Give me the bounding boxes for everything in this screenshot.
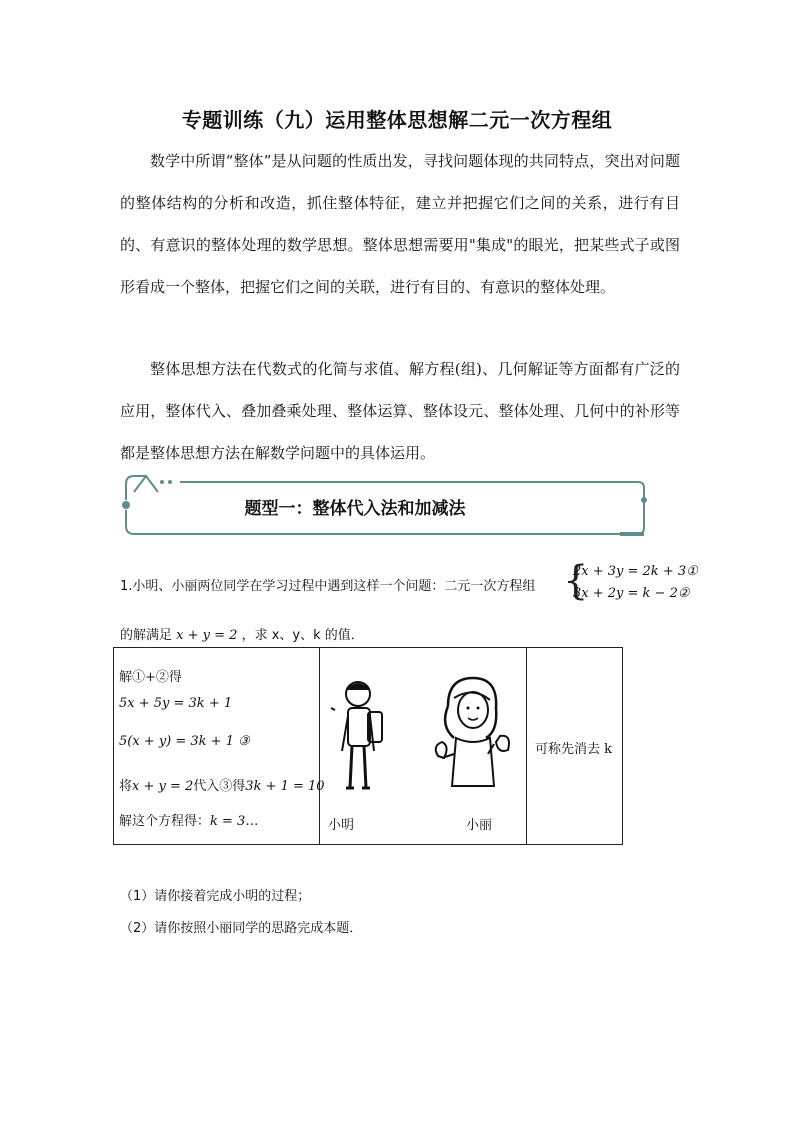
page-title: 专题训练（九）运用整体思想解二元一次方程组 (181, 108, 613, 132)
brace: { (563, 558, 589, 604)
step-5-a: 解这个方程得： (119, 814, 211, 829)
step-4-d: 3k + 1 = 10 (245, 779, 325, 794)
condition-suffix: ，求 x、y、k 的值． (241, 628, 364, 643)
step-5-c: … (245, 814, 259, 829)
step-4-b: x + y = 2 (132, 779, 194, 794)
caption-xiaoli: 小丽 (466, 818, 493, 833)
xiaoli-illustration (428, 676, 513, 806)
step-1: 解①+②得 (119, 670, 182, 685)
intro-paragraph-1: 数学中所谓“整体”是从问题的性质出发，寻找问题体现的共同特点，突出对问题的整体结构的分析和改造，抓住整体特征，建立并把握它们之间的关系，进行有目的、有意识的整体处理的数学思想。整体思想需要用"集成"的眼光，把某些式子或图形看成一个整体，把握它们之间的关联，进行有目的、有意识的整体处理。 (120, 152, 680, 296)
subquestion-2: （2）请你按照小丽同学的思路完成本题． (120, 921, 363, 936)
step-3 (119, 734, 250, 749)
xiaoming-illustration (328, 676, 398, 806)
section-title: 题型一：整体代入法和加减法 (244, 499, 466, 519)
equation-2: 3x + 2y = k − 2② (573, 586, 690, 601)
intro-paragraph-2: 整体思想方法在代数式的化简与求值、解方程(组)、几何解证等方面都有广泛的应用，整体代入、叠加叠乘处理、整体运算、整体设元、整体处理、几何中的补形等都是整体思想方法在解数学问题中的具体运用。 (120, 360, 680, 462)
equation-system (563, 558, 698, 607)
step-4-c: 代入③得 (193, 779, 246, 794)
question-1-condition (120, 624, 364, 643)
illustration-cell (320, 648, 527, 845)
step-5-b: k = 3 (210, 814, 246, 829)
step-2-eq: 5x + 5y = 3k + 1 (119, 696, 233, 711)
step-4-a: 将 (119, 779, 133, 794)
step-5 (119, 810, 258, 829)
condition-equation: x + y = 2 (176, 628, 238, 643)
subquestion-1: （1）请你接着完成小明的过程； (120, 889, 311, 904)
step-2 (119, 696, 232, 711)
xiaoli-hint-cell (527, 648, 623, 845)
caption-xiaoming: 小明 (328, 818, 355, 833)
condition-prefix: 的解满足 (120, 628, 173, 643)
xiaoming-steps-cell (114, 648, 325, 845)
step-3-eq: 5(x + y) = 3k + 1 ③ (119, 734, 250, 749)
equation-1: 2x + 3y = 2k + 3① (573, 564, 698, 579)
xiaoli-hint: 可称先消去 k (535, 742, 613, 757)
solution-table (113, 647, 623, 845)
question-1-stem: 1.小明、小丽两位同学在学习过程中遇到这样一个问题：二元一次方程组 (120, 579, 536, 594)
step-4 (119, 775, 325, 794)
